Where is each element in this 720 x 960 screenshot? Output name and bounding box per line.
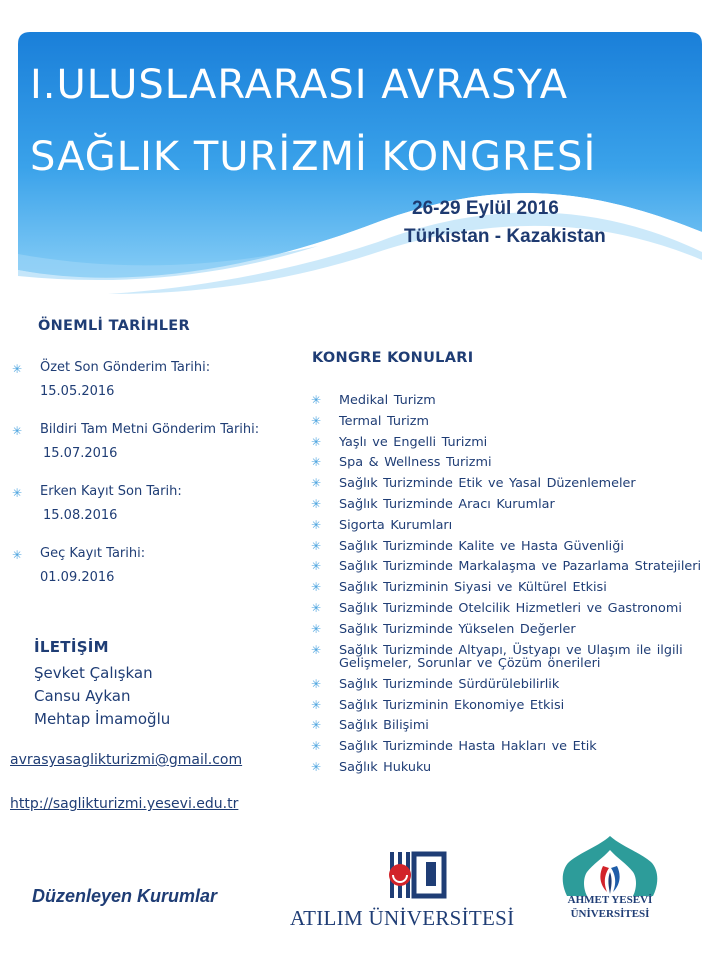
important-dates-list <box>0 356 300 604</box>
date-item-value: 15.08.2016 <box>43 508 118 523</box>
topic-label: Sağlık Turizminde Sürdürülebilirlik <box>339 676 560 692</box>
topic-item <box>308 477 708 491</box>
congress-title-line-2: SAĞLIK TURİZMİ KONGRESİ <box>30 134 597 180</box>
organizers-title: Düzenleyen Kurumlar <box>32 886 218 906</box>
topic-item <box>308 581 708 595</box>
star-bullet-icon: ✳ <box>311 434 322 449</box>
star-bullet-icon: ✳ <box>311 642 322 657</box>
topic-item <box>308 678 708 692</box>
star-bullet-icon: ✳ <box>311 718 322 733</box>
star-bullet-icon: ✳ <box>311 559 322 574</box>
star-bullet-icon: ✳ <box>311 476 322 491</box>
atilim-university-logo <box>280 848 550 932</box>
topic-label: Sağlık Turizminde Altyapı, Üstyapı ve Ulaşım ile ilgili Gelişmeler, Sorunlar ve Çözüm önerileri <box>339 642 683 672</box>
date-item <box>0 418 300 480</box>
star-bullet-icon: ✳ <box>12 362 23 376</box>
star-bullet-icon: ✳ <box>311 393 322 407</box>
topic-item <box>308 602 708 616</box>
star-bullet-icon: ✳ <box>311 455 322 470</box>
topic-label: Sağlık Bilişimi <box>339 718 429 734</box>
topic-item <box>308 415 708 429</box>
star-bullet-icon: ✳ <box>12 424 23 438</box>
topic-label: Sağlık Turizminde Yükselen Değerler <box>339 621 576 637</box>
star-bullet-icon: ✳ <box>311 621 322 636</box>
yesevi-university-name-line-2: ÜNİVERSİTESİ <box>570 908 650 920</box>
date-item-label: Bildiri Tam Metni Gönderim Tarihi: <box>40 422 260 437</box>
contact-name: Şevket Çalışkan <box>34 664 153 682</box>
topic-label: Sağlık Turizminin Ekonomiye Etkisi <box>339 697 565 713</box>
topic-label: Termal Turizm <box>339 413 429 429</box>
website-link[interactable]: http://saglikturizmi.yesevi.edu.tr <box>10 796 239 812</box>
star-bullet-icon: ✳ <box>311 760 322 775</box>
topic-label: Sağlık Hukuku <box>339 760 432 776</box>
star-bullet-icon: ✳ <box>311 739 322 754</box>
contact-name: Cansu Aykan <box>34 687 131 705</box>
atilim-university-name: ATILIM ÜNİVERSİTESİ <box>290 906 515 930</box>
atilim-emblem-icon <box>378 848 458 904</box>
date-item-value: 15.05.2016 <box>40 384 115 399</box>
date-item-value: 15.07.2016 <box>43 446 118 461</box>
topic-item <box>308 498 708 512</box>
contact-title: İLETİŞİM <box>34 638 109 656</box>
congress-location: Türkistan - Kazakistan <box>404 226 606 247</box>
star-bullet-icon: ✳ <box>311 496 322 511</box>
topic-label: Sağlık Turizminde Aracı Kurumlar <box>339 496 555 512</box>
topic-label: Yaşlı ve Engelli Turizmi <box>339 434 488 450</box>
topic-label: Spa & Wellness Turizmi <box>339 455 492 471</box>
star-bullet-icon: ✳ <box>311 600 322 615</box>
topic-label: Sağlık Turizminde Markalaşma ve Pazarlama Stratejileri <box>339 559 702 575</box>
topic-label: Sağlık Turizminin Siyasi ve Kültürel Etkisi <box>339 580 607 596</box>
topic-label: Sigorta Kurumları <box>339 517 453 533</box>
date-item <box>0 356 300 418</box>
date-item-label: Özet Son Gönderim Tarihi: <box>40 360 211 375</box>
topic-label: Sağlık Turizminde Hasta Hakları ve Etik <box>339 739 597 755</box>
star-bullet-icon: ✳ <box>12 486 23 500</box>
topic-item <box>308 761 708 775</box>
topic-label: Sağlık Turizminde Otelcilik Hizmetleri ve Gastronomi <box>339 600 682 616</box>
topic-label: Sağlık Turizminde Etik ve Yasal Düzenlemeler <box>339 476 636 492</box>
topic-label: Sağlık Turizminde Kalite ve Hasta Güvenliği <box>339 538 624 554</box>
congress-date: 26-29 Eylül 2016 <box>412 198 559 219</box>
star-bullet-icon: ✳ <box>311 580 322 595</box>
topic-item <box>308 540 708 554</box>
date-item <box>0 542 300 604</box>
date-item-label: Erken Kayıt Son Tarih: <box>40 484 182 499</box>
topic-item <box>308 394 708 408</box>
topic-item <box>308 560 708 574</box>
topic-item <box>308 436 708 450</box>
topic-item <box>308 719 708 733</box>
topic-item <box>308 519 708 533</box>
contact-name: Mehtap İmamoğlu <box>34 710 171 728</box>
topic-item <box>308 740 708 754</box>
topic-item <box>308 456 708 470</box>
congress-title-line-1: I.ULUSLARARASI AVRASYA <box>30 62 569 108</box>
topic-item <box>308 623 708 637</box>
topic-label: Medikal Turizm <box>339 393 436 408</box>
contact-email-link[interactable]: avrasyasaglikturizmi@gmail.com <box>10 752 243 768</box>
important-dates-title: ÖNEMLİ TARİHLER <box>38 318 190 334</box>
star-bullet-icon: ✳ <box>311 517 322 532</box>
ahmet-yesevi-university-logo <box>555 832 665 942</box>
topic-item <box>308 644 708 671</box>
star-bullet-icon: ✳ <box>311 538 322 553</box>
topics-title: KONGRE KONULARI <box>312 350 474 366</box>
star-bullet-icon: ✳ <box>311 697 322 712</box>
contact-names <box>34 662 170 731</box>
topic-item <box>308 699 708 713</box>
star-bullet-icon: ✳ <box>12 548 23 562</box>
date-item-label: Geç Kayıt Tarihi: <box>40 546 146 561</box>
star-bullet-icon: ✳ <box>311 413 322 428</box>
date-item-value: 01.09.2016 <box>40 570 115 585</box>
topics-list <box>308 394 708 782</box>
star-bullet-icon: ✳ <box>311 676 322 691</box>
yesevi-university-name-line-1: AHMET YESEVİ <box>567 894 653 906</box>
date-item <box>0 480 300 542</box>
